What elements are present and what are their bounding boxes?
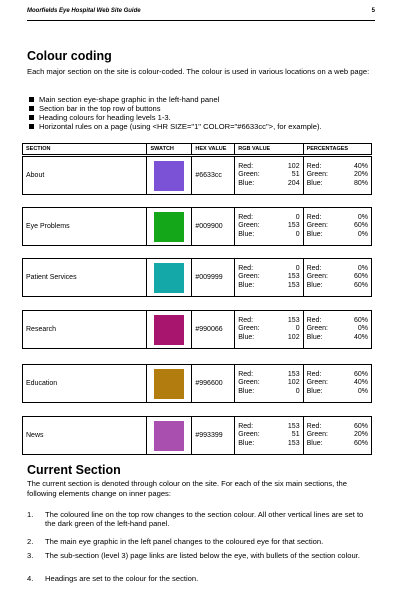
hex-value: #009999 (192, 259, 235, 297)
rgb-value: 0 (295, 265, 300, 273)
colour-table-row (22, 416, 372, 455)
percentage-values (303, 157, 371, 195)
rgb-value: 102 (287, 163, 300, 171)
rgb-label: Green: (238, 325, 260, 333)
colour-table-row (22, 364, 372, 403)
col-header-percentages: PERCENTAGES (303, 144, 371, 155)
colour-swatch (154, 212, 184, 242)
pct-value: 20% (353, 171, 368, 179)
rgb-value: 153 (287, 423, 300, 431)
swatch-cell (147, 259, 192, 297)
rgb-label: Blue: (238, 230, 255, 238)
rgb-value: 102 (287, 379, 300, 387)
section-name: Eye Problems (23, 208, 147, 246)
rgb-label: Red: (238, 265, 254, 273)
rgb-value: 153 (287, 273, 300, 281)
percentage-values (303, 311, 371, 349)
rgb-value: 0 (295, 325, 300, 333)
rgb-label: Blue: (238, 281, 255, 289)
rgb-label: Red: (238, 163, 254, 171)
rgb-value: 153 (287, 371, 300, 379)
header-rule (27, 20, 375, 21)
rgb-label: Red: (238, 317, 254, 325)
header-title: Moorfields Eye Hospital Web Site Guide (27, 8, 141, 14)
percentage-values (303, 259, 371, 297)
hex-value: #009900 (192, 208, 235, 246)
rgb-values (235, 365, 303, 403)
percentage-values (303, 365, 371, 403)
rgb-label: Green: (238, 379, 260, 387)
pct-value: 60% (353, 281, 368, 289)
item-text: The sub-section (level 3) page links are listed below the eye, with bullets of the section colour. (45, 551, 360, 560)
rgb-values (235, 311, 303, 349)
rgb-label: Blue: (238, 333, 255, 341)
rgb-label: Red: (238, 423, 254, 431)
item-number: 3. (27, 551, 34, 560)
rgb-value: 0 (295, 230, 300, 238)
rgb-value: 153 (287, 222, 300, 230)
rgb-value: 153 (287, 281, 300, 289)
swatch-cell (147, 157, 192, 195)
pct-value: 60% (353, 273, 368, 281)
section-name: Patient Services (23, 259, 147, 297)
usage-bullet-list (29, 95, 322, 131)
section-name: News (23, 417, 147, 455)
swatch-cell (147, 208, 192, 246)
usage-bullet: Main section eye-shape graphic in the left-hand panel (29, 95, 322, 104)
pct-label: Red: (306, 371, 322, 379)
colour-swatch (154, 421, 184, 451)
pct-label: Green: (306, 379, 328, 387)
rgb-values (235, 259, 303, 297)
pct-label: Blue: (306, 439, 323, 447)
colour-table-row (22, 207, 372, 246)
current-section-heading: Current Section (27, 463, 121, 477)
pct-label: Blue: (306, 387, 323, 395)
rgb-label: Red: (238, 214, 254, 222)
rgb-value: 204 (287, 179, 300, 187)
item-text: Headings are set to the colour for the section. (45, 574, 199, 583)
percentage-values (303, 208, 371, 246)
pct-value: 40% (353, 333, 368, 341)
colour-swatch (154, 315, 184, 345)
rgb-value: 51 (291, 431, 300, 439)
pct-label: Red: (306, 163, 322, 171)
item-number: 1. (27, 510, 34, 519)
colour-table-row (22, 258, 372, 297)
pct-label: Blue: (306, 179, 323, 187)
pct-label: Red: (306, 265, 322, 273)
col-header-section: SECTION (23, 144, 147, 155)
rgb-label: Red: (238, 371, 254, 379)
section-name: About (23, 157, 147, 195)
colour-table-header (22, 143, 372, 155)
swatch-cell (147, 417, 192, 455)
section-name: Research (23, 311, 147, 349)
rgb-label: Blue: (238, 179, 255, 187)
rgb-values (235, 208, 303, 246)
page-number: 5 (371, 8, 375, 14)
col-header-hex: HEX VALUE (192, 144, 235, 155)
item-number: 2. (27, 537, 34, 546)
colour-table-row (22, 310, 372, 349)
rgb-values (235, 417, 303, 455)
colour-swatch (154, 161, 184, 191)
pct-value: 0% (357, 325, 368, 333)
colour-coding-intro: Each major section on the site is colour-coded. The colour is used in various locations on a web page: (27, 67, 370, 76)
colour-table-row (22, 156, 372, 195)
pct-label: Red: (306, 214, 322, 222)
pct-label: Green: (306, 222, 328, 230)
pct-value: 60% (353, 371, 368, 379)
pct-value: 60% (353, 222, 368, 230)
pct-value: 40% (353, 163, 368, 171)
pct-label: Blue: (306, 281, 323, 289)
colour-coding-heading: Colour coding (27, 49, 112, 63)
rgb-label: Green: (238, 431, 260, 439)
pct-value: 0% (357, 214, 368, 222)
rgb-value: 153 (287, 317, 300, 325)
col-header-swatch: SWATCH (147, 144, 192, 155)
current-section-intro: The current section is denoted through colour on the site. For each of the six main sections, the following elements change on inner pages: (27, 479, 347, 498)
rgb-value: 0 (295, 387, 300, 395)
pct-label: Green: (306, 171, 328, 179)
pct-value: 60% (353, 317, 368, 325)
rgb-values (235, 157, 303, 195)
pct-value: 60% (353, 423, 368, 431)
section-name: Education (23, 365, 147, 403)
pct-label: Red: (306, 317, 322, 325)
colour-swatch (154, 369, 184, 399)
item-text: The main eye graphic in the left panel changes to the coloured eye for that section. (45, 537, 324, 546)
usage-bullet: Heading colours for heading levels 1-3. (29, 113, 322, 122)
pct-value: 0% (357, 387, 368, 395)
pct-label: Green: (306, 325, 328, 333)
usage-bullet: Section bar in the top row of buttons (29, 104, 322, 113)
rgb-value: 0 (295, 214, 300, 222)
pct-value: 0% (357, 265, 368, 273)
hex-value: #996600 (192, 365, 235, 403)
rgb-label: Green: (238, 273, 260, 281)
percentage-values (303, 417, 371, 455)
rgb-label: Blue: (238, 387, 255, 395)
rgb-value: 153 (287, 439, 300, 447)
hex-value: #990066 (192, 311, 235, 349)
col-header-rgb: RGB VALUE (235, 144, 303, 155)
item-number: 4. (27, 574, 34, 583)
pct-value: 0% (357, 230, 368, 238)
pct-value: 40% (353, 379, 368, 387)
rgb-value: 51 (291, 171, 300, 179)
item-text: The coloured line on the top row changes to the section colour. All other vertical lines are set to the dark green of the left-hand panel. (45, 510, 364, 529)
page-header (27, 8, 375, 20)
rgb-label: Blue: (238, 439, 255, 447)
pct-value: 20% (353, 431, 368, 439)
hex-value: #6633cc (192, 157, 235, 195)
rgb-label: Green: (238, 171, 260, 179)
rgb-value: 102 (287, 333, 300, 341)
pct-value: 60% (353, 439, 368, 447)
pct-label: Blue: (306, 230, 323, 238)
swatch-cell (147, 311, 192, 349)
rgb-label: Green: (238, 222, 260, 230)
pct-label: Red: (306, 423, 322, 431)
swatch-cell (147, 365, 192, 403)
hex-value: #993399 (192, 417, 235, 455)
colour-swatch (154, 263, 184, 293)
pct-value: 80% (353, 179, 368, 187)
pct-label: Green: (306, 273, 328, 281)
usage-bullet: Horizontal rules on a page (using <HR SIZE="1" COLOR="#6633cc">, for example). (29, 122, 322, 131)
pct-label: Blue: (306, 333, 323, 341)
pct-label: Green: (306, 431, 328, 439)
